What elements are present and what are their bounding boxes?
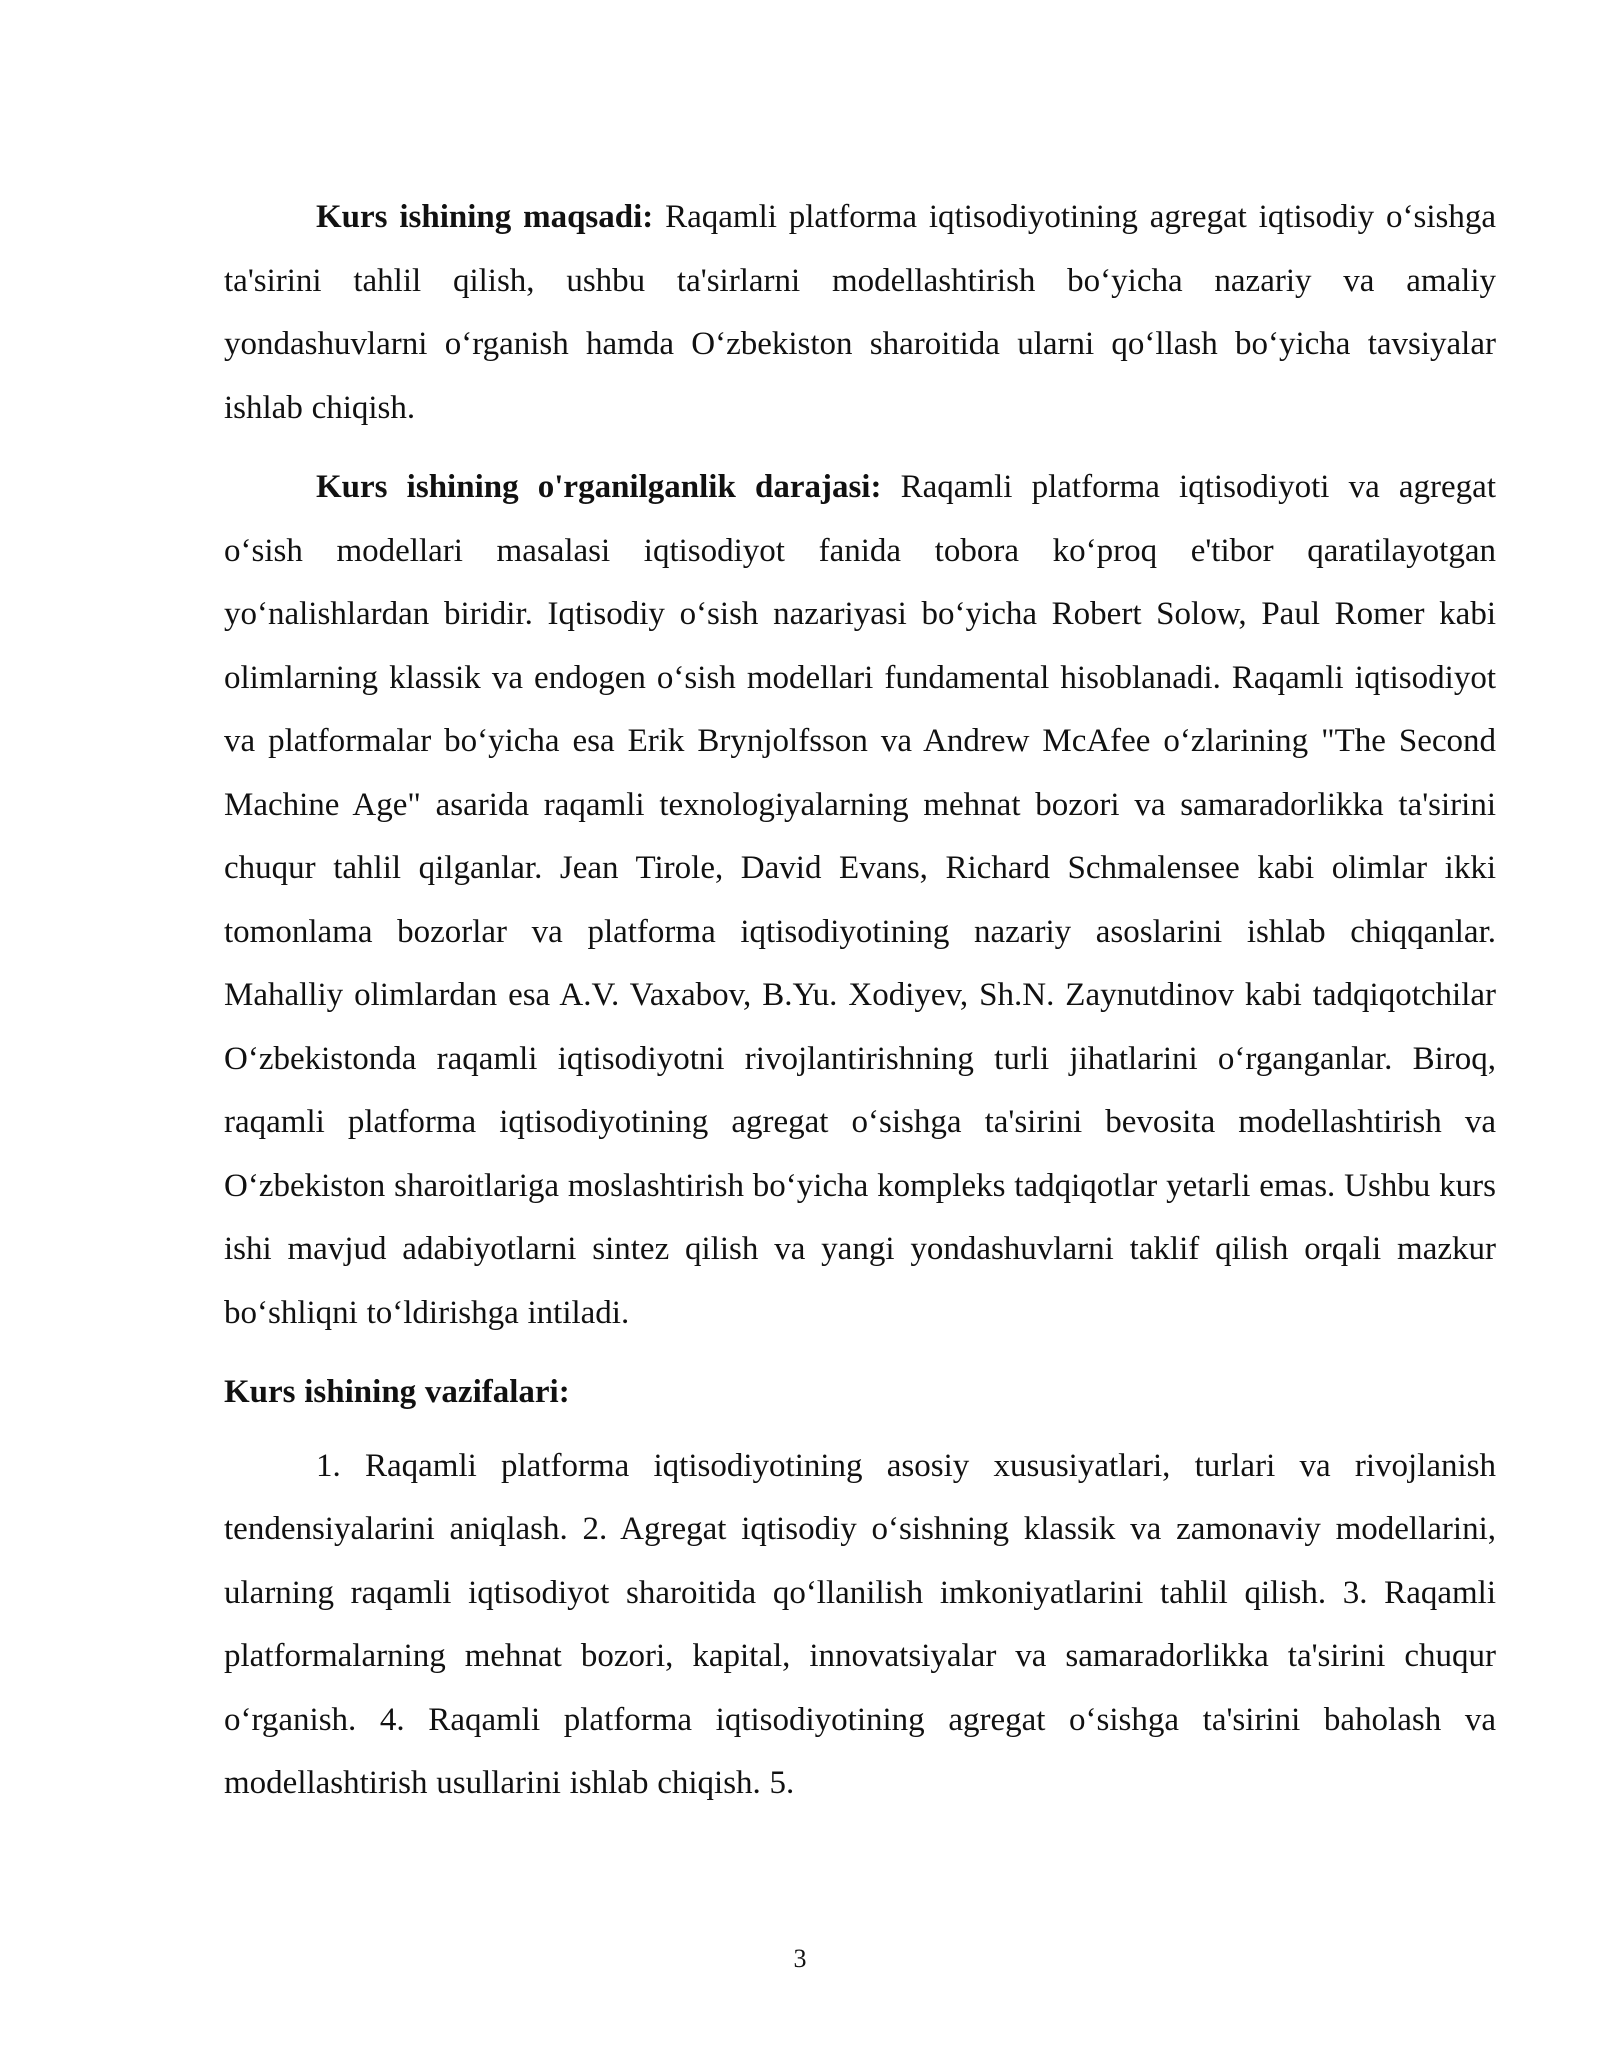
body-text: [224, 186, 1496, 1832]
goal-paragraph: [224, 186, 1496, 440]
page-number: 3: [793, 1944, 807, 1973]
study-level-paragraph: [224, 456, 1496, 1345]
goal-text: Raqamli platforma iqtisodiyotining agregat iqtisodiy oʻsishga ta'sirini tahlil qilish, ushbu ta'sirlarni modellashtirish boʻyicha nazariy va amaliy yondashuvlarni oʻrganish hamda Oʻzbekiston sharoitida ularni qoʻllash boʻyicha tavsiyalar ishlab chiqish.: [224, 199, 1496, 426]
tasks-paragraph: 1. Raqamli platforma iqtisodiyotining asosiy xususiyatlari, turlari va rivojlanish tendensiyalarini aniqlash. 2. Agregat iqtisodiy oʻsishning klassik va zamonaviy modellarini, ularning raqamli iqtisodiyot sharoitida qoʻllanilish imkoniyatlarini tahlil qilish. 3. Raqamli platformalarning mehnat bozori, kapital, innovatsiyalar va samaradorlikka ta'sirini chuqur oʻrganish. 4. Raqamli platforma iqtisodiyotining agregat oʻsishga ta'sirini baholash va modellashtirish usullarini ishlab chiqish. 5.: [224, 1447, 1496, 1801]
study-level-text: Raqamli platforma iqtisodiyoti va agregat oʻsish modellari masalasi iqtisodiyot fanida tobora koʻproq e'tibor qaratilayotgan yoʻnalishlardan biridir. Iqtisodiy oʻsish nazariyasi boʻyicha Robert Solow, Paul Romer kabi olimlarning klassik va endogen oʻsish modellari fundamental hisoblanadi. Raqamli iqtisodiyot va platformalar boʻyicha esa Erik Brynjolfsson va Andrew McAfee oʻzlarining "The Second Machine Age" asarida raqamli texnologiyalarning mehnat bozori va samaradorlikka ta'sirini chuqur tahlil qilganlar. Jean Tirole, David Evans, Richard Schmalensee kabi olimlar ikki tomonlama bozorlar va platforma iqtisodiyotining nazariy asoslarini ishlab chiqqanlar. Mahalliy olimlardan esa A.V. Vaxabov, B.Yu. Xodiyev, Sh.N. Zaynutdinov kabi tadqiqotchilar Oʻzbekistonda raqamli iqtisodiyotni rivojlantirishning turli jihatlarini oʻrganganlar. Biroq, raqamli platforma iqtisodiyotining agregat oʻsishga ta'sirini bevosita modellashtirish va Oʻzbekiston sharoitlariga moslashtirish boʻyicha kompleks tadqiqotlar yetarli emas. Ushbu kurs ishi mavjud adabiyotlarni sintez qilish va yangi yondashuvlarni taklif qilish orqali mazkur boʻshliqni toʻldirishga intiladi.: [224, 469, 1496, 1331]
study-level-label: Kurs ishining o'rganilganlik darajasi:: [316, 469, 882, 505]
tasks-heading: Kurs ishining vazifalari:: [224, 1374, 570, 1410]
goal-label: Kurs ishining maqsadi:: [316, 199, 654, 235]
